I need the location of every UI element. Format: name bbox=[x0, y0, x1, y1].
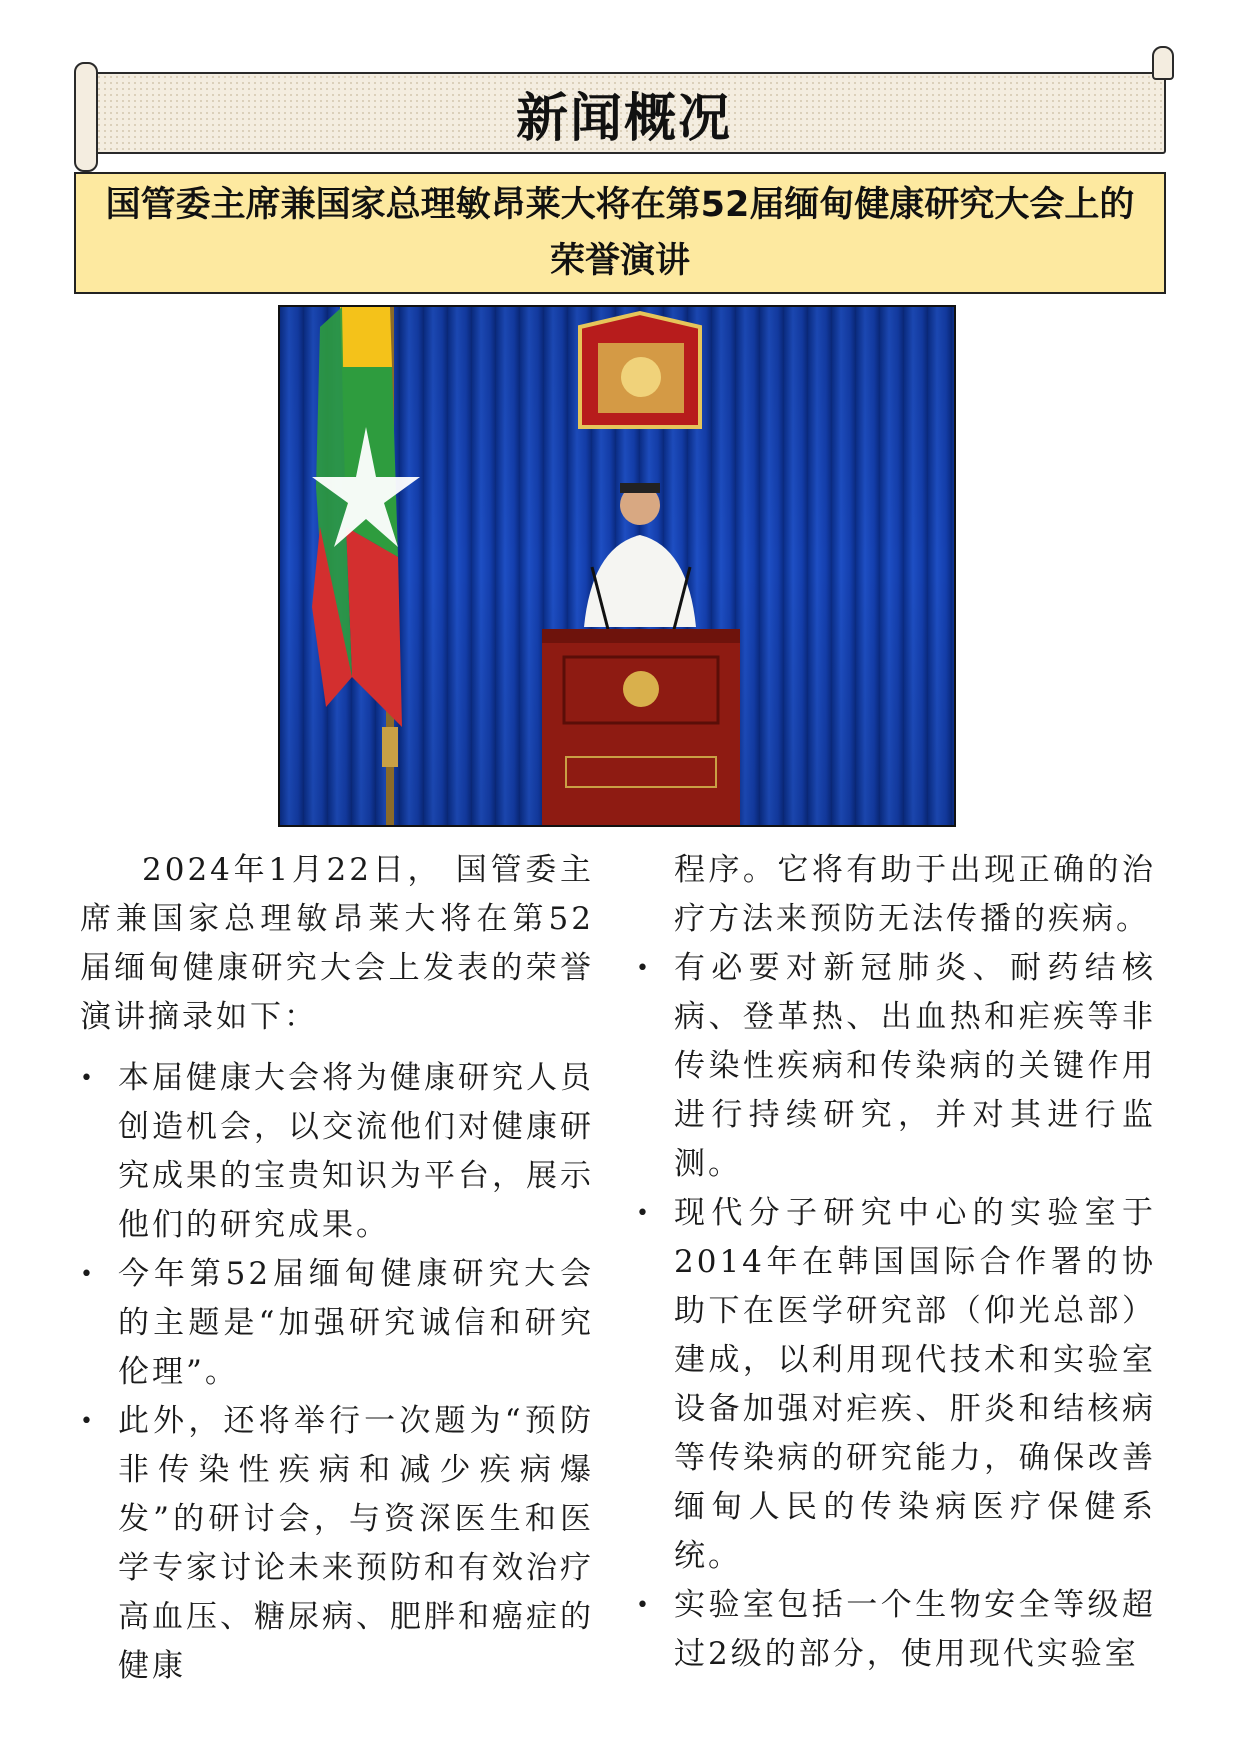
scroll-roll-right bbox=[1152, 46, 1174, 80]
article-column-left bbox=[80, 846, 594, 1691]
article-column-right bbox=[636, 846, 1156, 1679]
title-banner bbox=[74, 62, 1174, 162]
article-intro: 2024年1月22日， 国管委主席兼国家总理敏昂莱大将在第52届缅甸健康研究大会上发表的荣誉演讲摘录如下： bbox=[80, 852, 594, 1035]
list-item-text: 现代分子研究中心的实验室于2014年在韩国国际合作署的协助下在医学研究部（仰光总部）建成，以利用现代技术和实验室设备加强对疟疾、肝炎和结核病等传染病的研究能力，确保改善缅甸人民的传染病医疗保健系统。 bbox=[674, 1195, 1156, 1574]
photo-illustration bbox=[280, 307, 954, 825]
list-item-text: 本届健康大会将为健康研究人员创造机会，以交流他们对健康研究成果的宝贵知识为平台，展示他们的研究成果。 bbox=[118, 1060, 594, 1243]
list-item-text: 此外，还将举行一次题为“预防非传染性疾病和减少疾病爆发”的研讨会，与资深医生和医学专家讨论未来预防和有效治疗高血压、糖尿病、肥胖和癌症的健康 bbox=[118, 1403, 594, 1684]
list-item bbox=[636, 944, 1156, 1189]
list-item bbox=[80, 1250, 594, 1397]
list-item bbox=[80, 1397, 594, 1691]
list-item bbox=[80, 1054, 594, 1250]
news-photo bbox=[278, 305, 956, 827]
bullet-icon: • bbox=[80, 1066, 96, 1091]
list-item bbox=[636, 1189, 1156, 1581]
list-item-text: 有必要对新冠肺炎、耐药结核病、登革热、出血热和疟疾等非传染性疾病和传染病的关键作用进行持续研究，并对其进行监测。 bbox=[674, 950, 1156, 1182]
bullet-icon: • bbox=[636, 1593, 652, 1618]
continued-text: 程序。它将有助于出现正确的治疗方法来预防无法传播的疾病。 bbox=[674, 852, 1156, 937]
headline-box bbox=[74, 172, 1166, 294]
bullet-icon: • bbox=[80, 1409, 96, 1434]
page-title: 新闻概况 bbox=[515, 89, 732, 149]
list-item bbox=[636, 1581, 1156, 1679]
bullet-list-right bbox=[636, 944, 1156, 1679]
bullet-icon: • bbox=[636, 1201, 652, 1226]
bullet-list-left bbox=[80, 1054, 594, 1691]
bullet-icon: • bbox=[636, 956, 652, 981]
list-item-text: 今年第52届缅甸健康研究大会的主题是“加强研究诚信和研究伦理”。 bbox=[118, 1256, 594, 1390]
headline-text: 国管委主席兼国家总理敏昂莱大将在第52届缅甸健康研究大会上的荣誉演讲 bbox=[105, 185, 1135, 281]
list-item-text: 实验室包括一个生物安全等级超过2级的部分，使用现代实验室 bbox=[674, 1587, 1156, 1672]
bullet-icon: • bbox=[80, 1262, 96, 1287]
